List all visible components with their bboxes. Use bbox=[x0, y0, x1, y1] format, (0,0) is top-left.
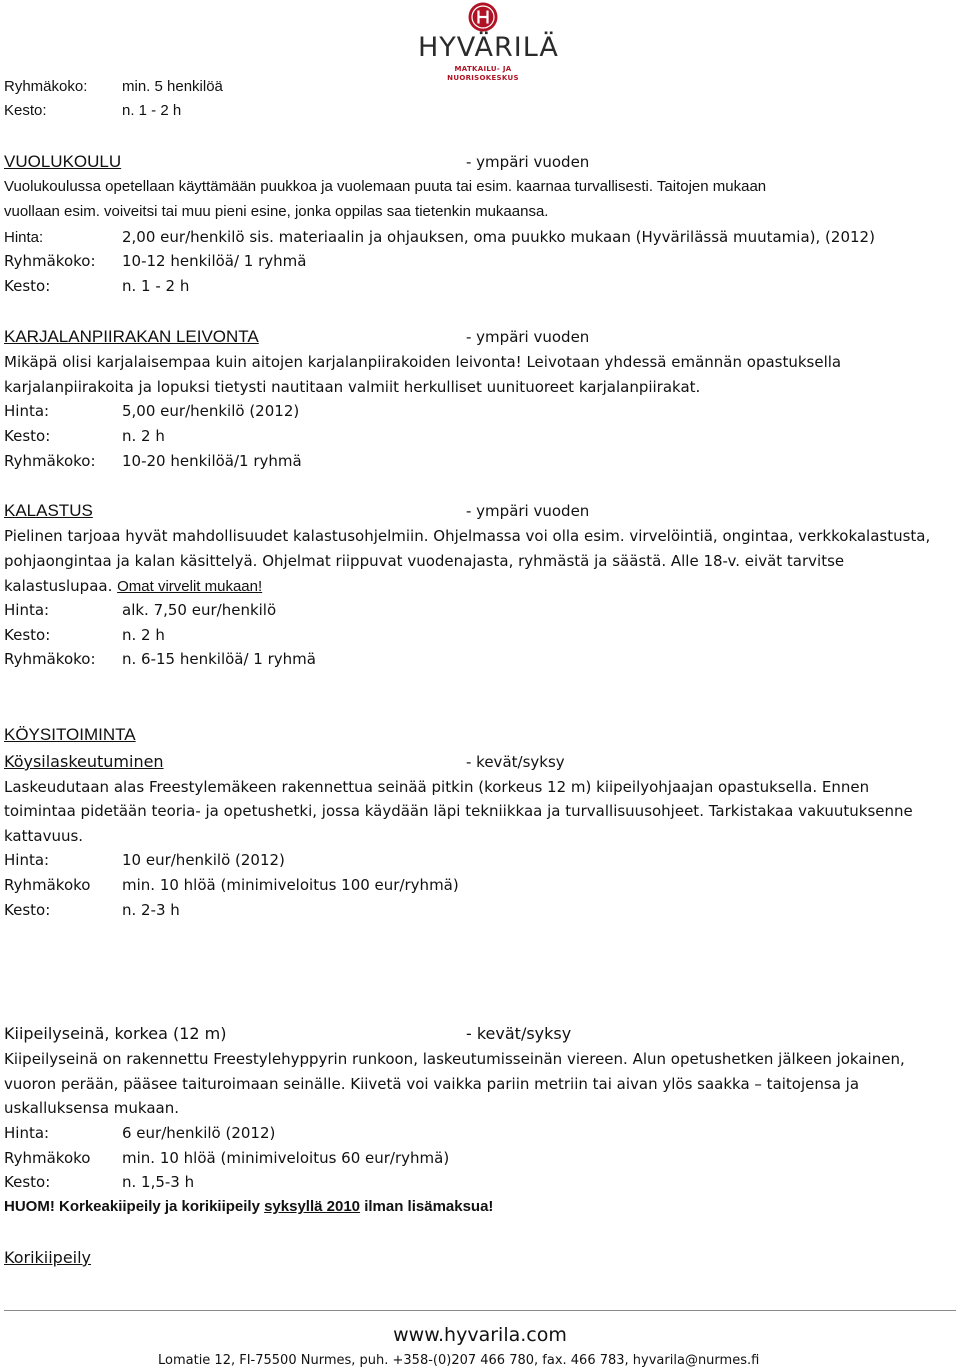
kalastus-desc-1: Pielinen tarjoaa hyvät mahdollisuudet kalastusohjelmiin. Ohjelmassa voi olla esim. virvelöintiä, ongintaa, verkkokalastusta, bbox=[4, 527, 931, 545]
logo-name: HYVÄRILÄ bbox=[418, 32, 559, 63]
kiipeily-note: HUOM! Korkeakiipeily ja korikiipeily syksyllä 2010 ilman lisämaksua! bbox=[4, 1198, 494, 1215]
logo-subtitle: MATKAILU- JA NUORISOKESKUS bbox=[447, 65, 519, 82]
koysilaskeutuminen-desc-3: kattavuus. bbox=[4, 827, 84, 845]
kalastus-duration: Kesto: n. 2 h bbox=[4, 626, 165, 644]
kiipeilyseina-duration: Kesto: n. 1,5-3 h bbox=[4, 1173, 195, 1191]
kiipeilyseina-desc-1: Kiipeilyseinä on rakennettu Freestylehyppyrin runkoon, laskeutumisseinän viereen. Alun opetushetken jälkeen jokainen, bbox=[4, 1050, 905, 1068]
season-kiipeilyseina: - kevät/syksy bbox=[466, 1024, 572, 1043]
kalastus-desc-2: pohjaongintaa ja kalan käsittelyä. Ohjelmat riippuvat vuodenajasta, ryhmästä ja säästä. Alle 18-v. eivät tarvitse bbox=[4, 552, 845, 570]
karjalanpiirakka-duration: Kesto: n. 2 h bbox=[4, 427, 165, 445]
season-karjalanpiirakka: - ympäri vuoden bbox=[466, 328, 590, 346]
vuolukoulu-duration: Kesto: n. 1 - 2 h bbox=[4, 277, 190, 295]
kalastus-price: Hinta: alk. 7,50 eur/henkilö bbox=[4, 601, 277, 619]
vuolukoulu-desc-1: Vuolukoulussa opetellaan käyttämään puukkoa ja vuolemaan puuta tai esim. kaarnaa turvallisesti. Taitojen mukaan bbox=[4, 178, 767, 195]
intro-duration: Kesto: n. 1 - 2 h bbox=[4, 102, 182, 119]
section-title-kalastus: KALASTUS bbox=[4, 501, 93, 520]
koysilaskeutuminen-desc-2: toimintaa pidetään teoria- ja opetushetki, jossa käydään läpi tekniikkaa ja turvallisuusohjeet. Tarkistakaa vakuutuksenne bbox=[4, 802, 913, 820]
kiipeilyseina-title: Kiipeilyseinä, korkea (12 m) bbox=[4, 1024, 227, 1043]
vuolukoulu-price: Hinta: 2,00 eur/henkilö sis. materiaalin ja ohjauksen, oma puukko mukaan (Hyvärilässä muutamia), (2012) bbox=[4, 228, 875, 246]
kiipeilyseina-price: Hinta: 6 eur/henkilö (2012) bbox=[4, 1124, 276, 1142]
section-title-vuolukoulu: VUOLUKOULU bbox=[4, 152, 122, 171]
intro-group-size: Ryhmäkoko: min. 5 henkilöä bbox=[4, 78, 223, 95]
karjalanpiirakka-desc-1: Mikäpä olisi karjalaisempaa kuin aitojen karjalanpiirakoiden leivonta! Leivotaan yhdessä emännän opastuksella bbox=[4, 353, 842, 371]
season-kalastus: - ympäri vuoden bbox=[466, 502, 590, 520]
kiipeilyseina-desc-2: vuoron perään, pääsee taituroimaan seinälle. Kiivetä voi vaikka pariin metriin tai aivan ylös saakka – taitojensa ja bbox=[4, 1075, 860, 1093]
karjalanpiirakka-group-size: Ryhmäkoko: 10-20 henkilöä/1 ryhmä bbox=[4, 452, 302, 470]
kalastus-group-size: Ryhmäkoko: n. 6-15 henkilöä/ 1 ryhmä bbox=[4, 650, 316, 668]
kiipeilyseina-group-size: Ryhmäkoko min. 10 hlöä (minimiveloitus 60 eur/ryhmä) bbox=[4, 1149, 450, 1167]
footer-address: Lomatie 12, FI-75500 Nurmes, puh. +358-(0)207 466 780, fax. 466 783, hyvarila@nurmes.fi bbox=[158, 1353, 760, 1368]
koysilaskeutuminen-group-size: Ryhmäkoko min. 10 hlöä (minimiveloitus 100 eur/ryhmä) bbox=[4, 876, 459, 894]
kiipeilyseina-desc-3: uskalluksensa mukaan. bbox=[4, 1099, 179, 1117]
section-title-karjalanpiirakka: KARJALANPIIRAKAN LEIVONTA bbox=[4, 327, 259, 346]
logo-emblem-icon bbox=[468, 2, 498, 32]
season-koysilaskeutuminen: - kevät/syksy bbox=[466, 753, 565, 771]
section-title-koysitoiminta: KÖYSITOIMINTA bbox=[4, 725, 136, 744]
koysilaskeutuminen-duration: Kesto: n. 2-3 h bbox=[4, 901, 180, 919]
karjalanpiirakka-desc-2: karjalanpiirakoita ja lopuksi tietysti nautitaan valmiit herkulliset uunituoreet karjalanpiirakat. bbox=[4, 378, 701, 396]
karjalanpiirakka-price: Hinta: 5,00 eur/henkilö (2012) bbox=[4, 402, 300, 420]
vuolukoulu-desc-2: vuollaan esim. voiveitsi tai muu pieni esine, jonka oppilas saa tietenkin mukaansa. bbox=[4, 203, 549, 220]
season-vuolukoulu: - ympäri vuoden bbox=[466, 153, 590, 171]
vuolukoulu-group-size: Ryhmäkoko: 10-12 henkilöä/ 1 ryhmä bbox=[4, 252, 307, 270]
footer-divider bbox=[4, 1310, 956, 1311]
kalastus-desc-3: kalastuslupaa. Omat virvelit mukaan! bbox=[4, 577, 263, 595]
footer-website-link[interactable]: www.hyvarila.com bbox=[393, 1324, 567, 1346]
hyvarila-logo bbox=[418, 2, 559, 82]
korikiipeily-title: Korikiipeily bbox=[4, 1248, 92, 1267]
koysilaskeutuminen-desc-1: Laskeudutaan alas Freestylemäkeen rakennettua seinää pitkin (korkeus 12 m) kiipeilyohjaajan opastuksella. Ennen bbox=[4, 778, 870, 796]
koysilaskeutuminen-title: Köysilaskeutuminen bbox=[4, 752, 164, 771]
koysilaskeutuminen-price: Hinta: 10 eur/henkilö (2012) bbox=[4, 851, 285, 869]
